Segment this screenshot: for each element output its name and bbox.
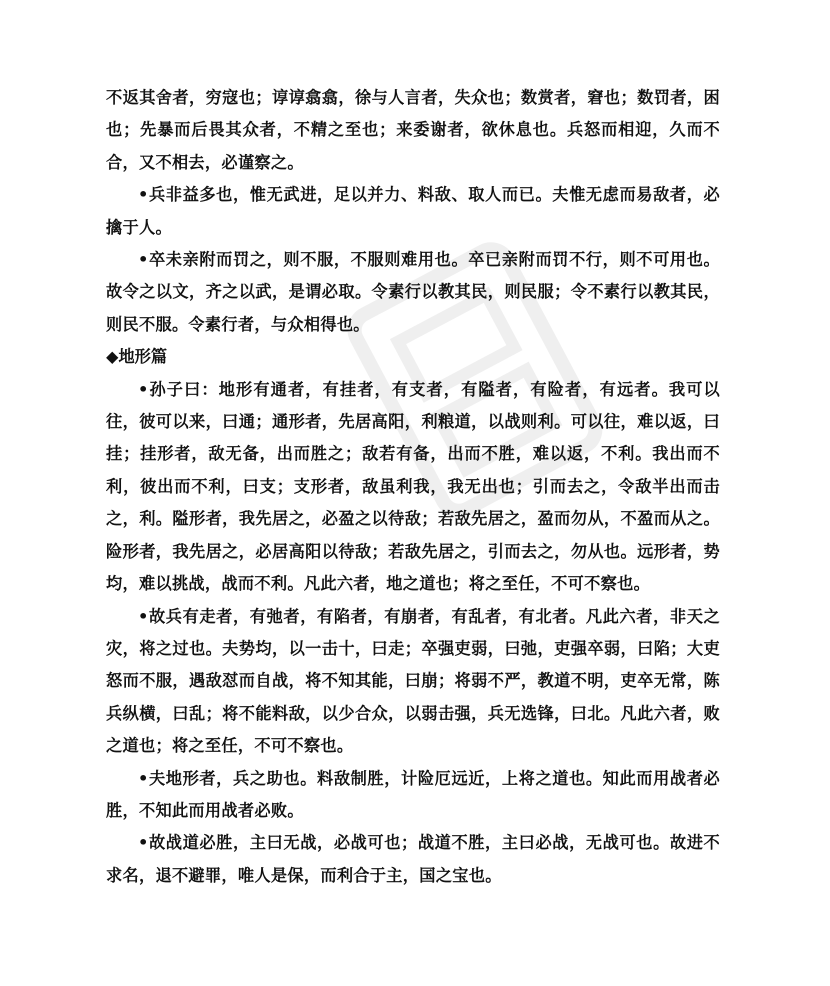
section-paragraph-1: •孙子曰：地形有通者，有挂者，有支者，有隘者，有险者，有远者。我可以往，彼可以来，曰通；通形者，先居高阳，利粮道，以战则利。可以往，难以返，曰挂；挂形者，敌无备，出而胜之；敌若有备，出而不胜，难以返，不利。我出而不利，彼出而不利，曰支；支形者，敌虽利我，我无出也；引而去之，令敌半出而击之，利。隘形者，我先居之，必盈之以待敌；若敌先居之，盈而勿从，不盈而从之。险形者，我先居之，必居高阳以待敌；若敌先居之，引而去之，勿从也。远形者，势均，难以挑战，战而不利。凡此六者，地之道也；将之至任，不可不察也。	[106, 379, 720, 594]
section-paragraph-3: •夫地形者，兵之助也。料敌制胜，计险厄远近，上将之道也。知此而用战者必胜，不知此而用战者必败。	[106, 768, 720, 820]
section-paragraph-4: •故战道必胜，主曰无战，必战可也；战道不胜，主曰必战，无战可也。故进不求名，退不避罪，唯人是保，而利合于主，国之宝也。	[106, 833, 720, 885]
document-body	[106, 82, 720, 892]
paragraph-continuation: 不返其舍者，穷寇也；谆谆翕翕，徐与人言者，失众也；数赏者，窘也；数罚者，困也；先暴而后畏其众者，不精之至也；来委谢者，欲休息也。兵怒而相迎，久而不合，又不相去，必谨察之。	[106, 88, 720, 172]
paragraph-bullet-2: •卒未亲附而罚之，则不服，不服则难用也。卒已亲附而罚不行，则不可用也。故令之以文，齐之以武，是谓必取。令素行以教其民，则民服；令不素行以教其民，则民不服。令素行者，与众相得也。	[106, 250, 720, 334]
section-heading: ◆地形篇	[106, 347, 168, 367]
section-paragraph-2: •故兵有走者，有弛者，有陷者，有崩者，有乱者，有北者。凡此六者，非天之灾，将之过也。夫势均，以一击十，曰走；卒强吏弱，曰弛，吏强卒弱，曰陷；大吏怒而不服，遇敌怼而自战，将不知其能，曰崩；将弱不严，教道不明，吏卒无常，陈兵纵横，曰乱；将不能料敌，以少合众，以弱击强，兵无选锋，曰北。凡此六者，败之道也；将之至任，不可不察也。	[106, 606, 720, 756]
paragraph-bullet-1: •兵非益多也，惟无武进，足以并力、料敌、取人而已。夫惟无虑而易敌者，必擒于人。	[106, 185, 720, 237]
